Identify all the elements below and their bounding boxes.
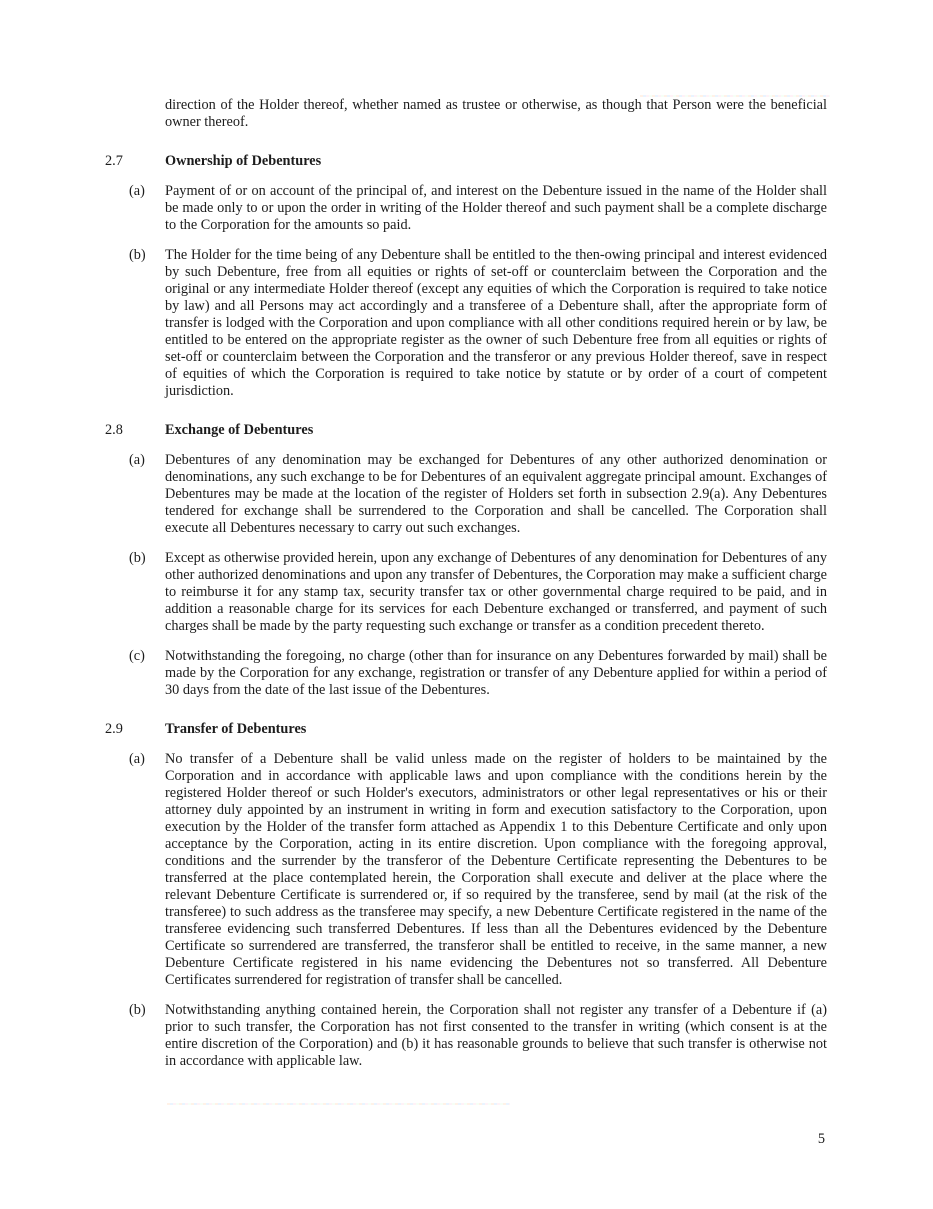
clause-label: (b) bbox=[129, 550, 146, 566]
clause-2-8-c bbox=[105, 648, 827, 699]
clause-2-8-b bbox=[105, 550, 827, 635]
clause-2-9-b bbox=[105, 1002, 827, 1070]
clause-label: (a) bbox=[129, 751, 145, 767]
clause-2-8-a bbox=[105, 452, 827, 537]
section-heading-2-9 bbox=[105, 721, 827, 738]
clause-2-9-a bbox=[105, 751, 827, 989]
section-title: Exchange of Debentures bbox=[165, 422, 314, 438]
clause-label: (b) bbox=[129, 1002, 146, 1018]
section-title: Ownership of Debentures bbox=[165, 153, 322, 169]
scan-artifact-line-bottom bbox=[167, 1103, 510, 1105]
clause-text: Debentures of any denomination may be exchanged for Debentures of any other authorized denomination or denominations, any such exchange to be for Debentures of an equivalent aggregate principal amount. Exchanges of Debentures may be made at the location of the register of Holders set forth in subsection 2.9(a). Any Debentures tendered for exchange shall be surrendered to the Corporation and shall be cancelled. The Corporation shall execute all Debentures necessary to carry out such exchanges. bbox=[165, 452, 827, 536]
section-heading-2-7 bbox=[105, 153, 827, 170]
clause-text: Notwithstanding anything contained herein, the Corporation shall not register any transfer of a Debenture if (a) prior to such transfer, the Corporation has not first consented to the transfer in writing (which consent is at the entire discretion of the Corporation) and (b) it has reasonable grounds to believe that such transfer is otherwise not in accordance with applicable law. bbox=[165, 1002, 827, 1069]
section-number: 2.9 bbox=[105, 721, 123, 737]
clause-label: (b) bbox=[129, 247, 146, 263]
section-title: Transfer of Debentures bbox=[165, 721, 307, 737]
section-number: 2.7 bbox=[105, 153, 123, 169]
clause-2-7-b bbox=[105, 247, 827, 400]
page-number: 5 bbox=[817, 1131, 825, 1147]
clause-label: (a) bbox=[129, 452, 145, 468]
clause-label: (c) bbox=[129, 648, 145, 664]
clause-text: Except as otherwise provided herein, upon any exchange of Debentures of any denomination for Debentures of any other authorized denominations and upon any transfer of Debentures, the Corporation may make a sufficient charge to reimburse it for any stamp tax, security transfer tax or other governmental charge required to be paid, and in addition a reasonable charge for its services for each Debenture exchanged or transferred, and payment of such charges shall be made by the party requesting such exchange or transfer as a condition precedent thereto. bbox=[165, 550, 827, 634]
section-number: 2.8 bbox=[105, 422, 123, 438]
clause-text: Notwithstanding the foregoing, no charge (other than for insurance on any Debentures forwarded by mail) shall be made by the Corporation for any exchange, registration or transfer of any Debenture applied for within a period of 30 days from the date of the last issue of the Debentures. bbox=[165, 648, 827, 698]
clause-text: No transfer of a Debenture shall be valid unless made on the register of holders to be maintained by the Corporation and in accordance with applicable laws and upon compliance with the conditions herein by the registered Holder thereof or such Holder's executors, administrators or other legal representatives or his or their attorney duly appointed by an instrument in writing in form and execution satisfactory to the Corporation, upon execution by the Holder of the transfer form attached as Appendix 1 to this Debenture Certificate and only upon acceptance by the Corporation, acting in its entire discretion. Upon compliance with the foregoing approval, conditions and the surrender by the transferor of the Debenture Certificate representing the Debentures to be transferred at the place contemplated herein, the Corporation shall execute and deliver at the place where the relevant Debenture Certificate is surrendered or, if so required by the transferee, send by mail (at the risk of the transferee) to such address as the transferee may specify, a new Debenture Certificate registered in the name of the transferee evidencing such transferred Debentures. If less than all the Debentures evidenced by the Debenture Certificate so surrendered are transferred, the transferor shall be entitled to receive, in the same manner, a new Debenture Certificate registered in his name evidencing the Debentures not so transferred. All Debenture Certificates surrendered for registration of transfer shall be cancelled. bbox=[165, 751, 827, 988]
clause-text: The Holder for the time being of any Debenture shall be entitled to the then-owing principal and interest evidenced by such Debenture, free from all equities or rights of set-off or counterclaim between the Corporation and the original or any intermediate Holder thereof (except any equities of which the Corporation is required to take notice by law) and all Persons may act accordingly and a transferee of a Debenture shall, after the appropriate form of transfer is lodged with the Corporation and upon compliance with all other conditions required herein or by law, be entitled to be entered on the appropriate register as the owner of such Debenture free from all equities or rights of set-off or counterclaim between the Corporation and the transferor or any previous Holder thereof, save in respect of equities of which the Corporation is required to take notice by statute or by order of a court of competent jurisdiction. bbox=[165, 247, 827, 399]
clause-text: Payment of or on account of the principal of, and interest on the Debenture issued in the name of the Holder shall be made only to or upon the order in writing of the Holder thereof and such payment shall be a complete discharge to the Corporation for the amounts so paid. bbox=[165, 183, 827, 233]
section-heading-2-8 bbox=[105, 422, 827, 439]
clause-label: (a) bbox=[129, 183, 145, 199]
clause-2-7-a bbox=[105, 183, 827, 234]
paragraph-continuation: direction of the Holder thereof, whether named as trustee or otherwise, as though that Person were the beneficial owner thereof. bbox=[165, 97, 827, 130]
document-content bbox=[105, 97, 827, 1070]
